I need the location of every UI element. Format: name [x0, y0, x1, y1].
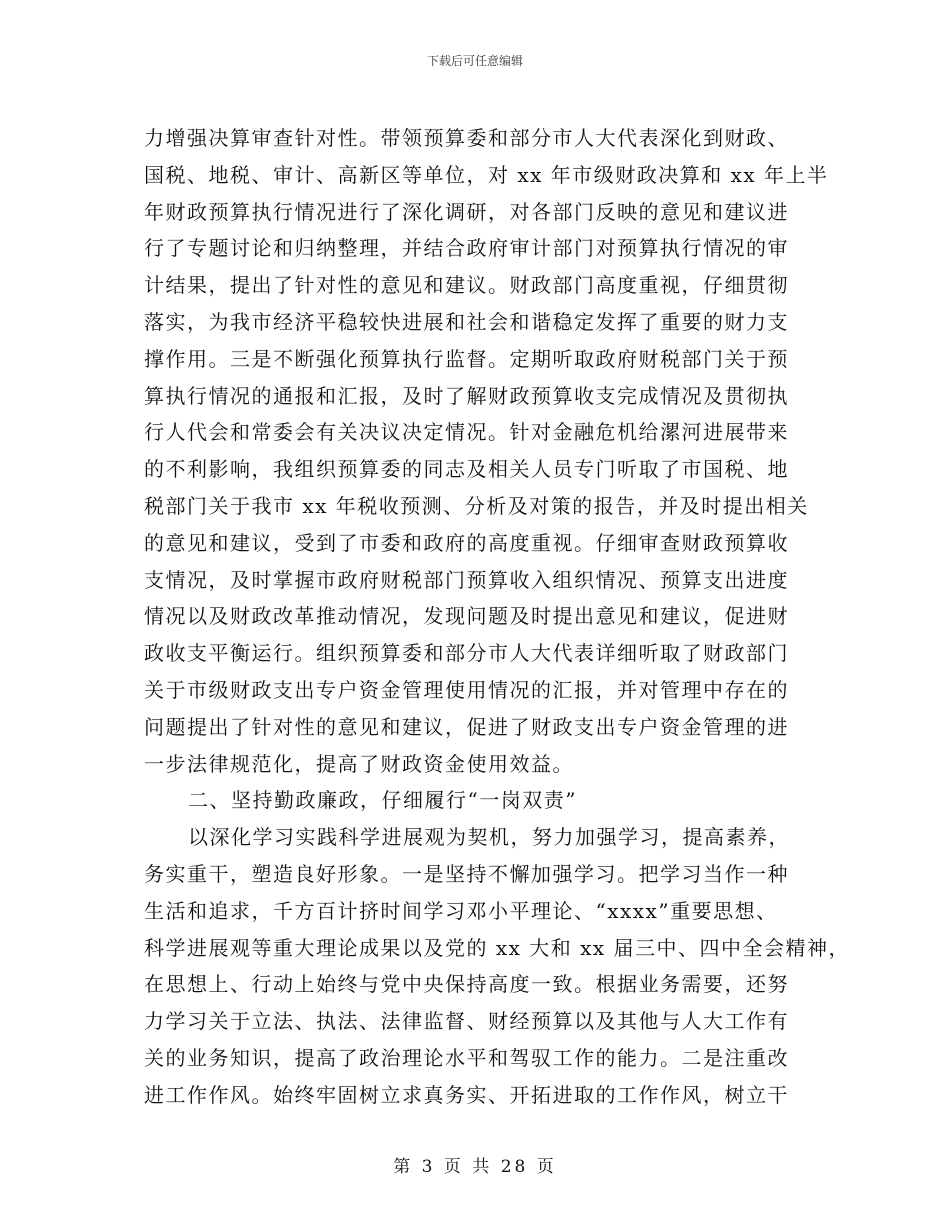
text-line: 行了专题讨论和归纳整理，并结合政府审计部门对预算执行情况的审: [144, 236, 789, 261]
text-line: 支情况，及时掌握市政府财税部门预算收入组织情况、预算支出进度: [144, 567, 789, 592]
text-line: 关于市级财政支出专户资金管理使用情况的汇报，并对管理中存在的: [144, 677, 789, 702]
text-line: 力增强决算审查针对性。带领预算委和部分市人大代表深化到财政、: [144, 126, 789, 150]
document-body: [144, 120, 851, 1114]
text-line: 一步法律规范化，提高了财政资金使用效益。: [144, 751, 574, 776]
text-line: 进工作作风。始终牢固树立求真务实、开拓进取的工作作风，树立干: [144, 1082, 789, 1107]
text-line: 务实重干，塑造良好形象。一是坚持不懈加强学习。把学习当作一种: [144, 861, 789, 886]
text-line: 情况以及财政改革推动情况，发现问题及时提出意见和建议，促进财: [144, 604, 789, 629]
text-line: 以深化学习实践科学进展观为契机，努力加强学习，提高素养，: [188, 825, 790, 850]
text-line: 年财政预算执行情况进行了深化调研，对各部门反映的意见和建议进: [144, 199, 789, 224]
text-line: 落实，为我市经济平稳较快进展和社会和谐稳定发挥了重要的财力支: [144, 309, 789, 334]
text-line: 的意见和建议，受到了市委和政府的高度重视。仔细审查财政预算收: [144, 530, 789, 555]
text-line: 计结果，提出了针对性的意见和建议。财政部门高度重视，仔细贯彻: [144, 273, 789, 298]
text-line: 生活和追求，千方百计挤时间学习邓小平理论、“xxxx”重要思想、: [144, 898, 778, 923]
text-line: 算执行情况的通报和汇报，及时了解财政预算收支完成情况及贯彻执: [144, 383, 789, 408]
page-header: 下载后可任意编辑: [426, 54, 523, 68]
text-line: 政收支平衡运行。组织预算委和部分市人大代表详细听取了财政部门: [144, 641, 789, 666]
text-line: 力学习关于立法、执法、法律监督、财经预算以及其他与人大工作有: [144, 1009, 789, 1034]
text-line: 科学进展观等重大理论成果以及党的 xx 大和 xx 届三中、四中全会精神，: [144, 935, 851, 960]
text-line: 撑作用。三是不断强化预算执行监督。定期听取政府财税部门关于预: [144, 346, 789, 371]
text-line: 问题提出了针对性的意见和建议，促进了财政支出专户资金管理的进: [144, 714, 789, 739]
section-heading: 二、坚持勤政廉政，仔细履行“一岗双责”: [188, 788, 577, 813]
text-line: 行人代会和常委会有关决议决定情况。针对金融危机给漯河进展带来: [144, 420, 789, 445]
text-line: 关的业务知识，提高了政治理论水平和驾驭工作的能力。二是注重改: [144, 1045, 789, 1070]
text-line: 在思想上、行动上始终与党中央保持高度一致。根据业务需要，还努: [144, 972, 789, 997]
text-line: 的不利影响，我组织预算委的同志及相关人员专门听取了市国税、地: [144, 457, 789, 482]
page-number: 第 3 页 共 28 页: [393, 1157, 557, 1177]
text-line: 税部门关于我市 xx 年税收预测、分析及对策的报告，并及时提出相关: [144, 493, 809, 518]
text-line: 国税、地税、审计、高新区等单位，对 xx 年市级财政决算和 xx 年上半: [144, 162, 829, 187]
